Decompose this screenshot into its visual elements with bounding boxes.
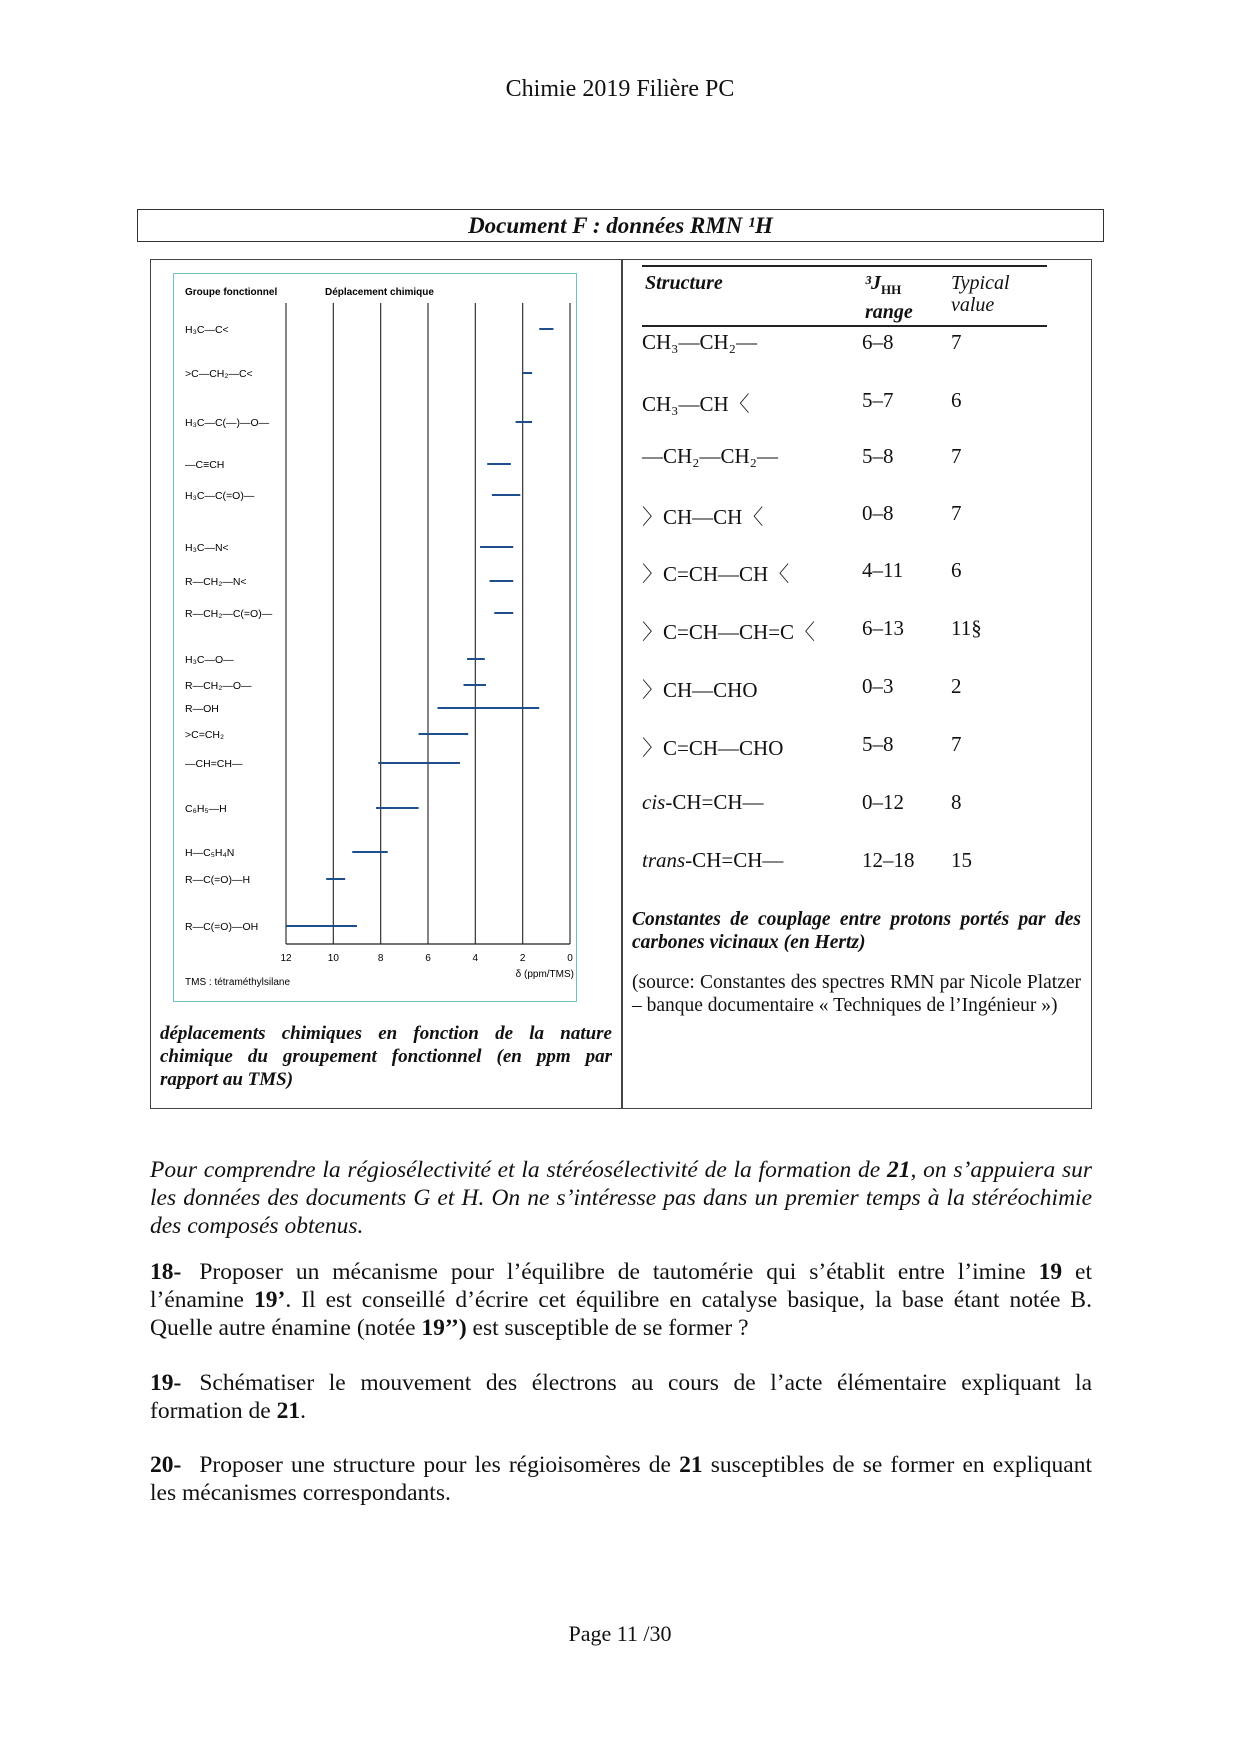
question-number: 20- (150, 1452, 182, 1478)
functional-group-label: R—CH₂—C(=O)— (185, 608, 273, 620)
typical-value-cell: 7 (951, 444, 962, 468)
structure-cell: 〉C=CH—CH=C〈 (642, 620, 816, 644)
intro-paragraph (150, 1156, 1092, 1240)
table-row (642, 616, 1062, 646)
tick-label: 8 (377, 953, 384, 964)
structure-cell: —CH₂—CH₂— (642, 444, 778, 468)
functional-group-label: R—CH₂—N< (185, 576, 247, 588)
page-number: Page 11 /30 (568, 1621, 672, 1646)
document-title: Document F : données RMN ¹H (137, 209, 1104, 242)
functional-group-label: H₃C—C(—)—O— (185, 417, 270, 429)
tick-label: 12 (280, 953, 292, 964)
functional-group-label: H₃C—C(=O)— (185, 490, 255, 502)
table-row (642, 848, 1062, 878)
range-cell: 5–7 (862, 388, 894, 412)
table-top-rule (642, 265, 1047, 267)
group-column-header: Groupe fonctionnel (185, 287, 278, 298)
functional-group-label: H—C₅H₄N (185, 847, 235, 859)
tms-note: TMS : tétraméthylsilane (185, 977, 291, 988)
typical-value-cell: 8 (951, 790, 962, 814)
question-number: 18- (150, 1259, 182, 1285)
stereo-prefix: cis (642, 790, 666, 814)
structure-cell: CH₃—CH〈 (642, 392, 750, 416)
range-cell: 6–8 (862, 330, 894, 354)
shift-column-header: Déplacement chimique (325, 287, 434, 298)
question-text: susceptibles de se former en expliquant les mécanismes correspondants. (150, 1452, 1092, 1506)
functional-group-label: >C=CH₂ (185, 729, 225, 741)
header-typical (951, 272, 1010, 316)
functional-group-label: H₃C—C< (185, 324, 229, 336)
question-text: Proposer un mécanisme pour l’équilibre de tautomérie qui s’établit entre l’imine (199, 1259, 1039, 1285)
question-18 (150, 1258, 1092, 1342)
question-text: . Il est conseillé d’écrire cet équilibre en catalyse basique, la base étant notée B. Quelle autre énamine (notée (150, 1287, 1092, 1341)
x-axis-label: δ (ppm/TMS) (515, 969, 574, 980)
table-row (642, 388, 1062, 418)
page-header: Chimie 2019 Filière PC (505, 76, 735, 102)
intro-text: Pour comprendre la régiosélectivité et la stéréosélectivité de la formation de (150, 1157, 887, 1183)
functional-group-label: R—CH₂—O— (185, 680, 252, 692)
tick-label: 6 (425, 953, 431, 964)
question-number: 19- (150, 1370, 182, 1396)
typical-value-cell: 7 (951, 501, 962, 525)
range-cell: 4–11 (862, 558, 904, 582)
table-row (642, 790, 1062, 820)
functional-group-label: H₃C—N< (185, 542, 229, 554)
compound-number: 19 (1038, 1259, 1063, 1285)
tick-label: 2 (519, 953, 526, 964)
intro-compound: 21 (886, 1157, 911, 1183)
range-cell: 0–12 (862, 790, 904, 814)
stereo-prefix: trans (642, 848, 686, 872)
table-row (642, 444, 1062, 474)
compound-number: 21 (679, 1452, 703, 1478)
structure-cell: 〉CH—CH〈 (642, 505, 764, 529)
tick-label: 0 (567, 953, 573, 964)
typical-value-cell: 2 (951, 674, 962, 698)
question-20 (150, 1451, 1092, 1507)
typical-value-cell: 7 (951, 330, 962, 354)
header-typical-bottom: value (951, 294, 995, 316)
structure-cell: CH₃—CH₂— (642, 330, 757, 354)
table-header-rule (642, 325, 1047, 327)
typical-value-cell: 6 (951, 388, 962, 412)
range-cell: 5–8 (862, 732, 894, 756)
range-cell: 0–8 (862, 501, 894, 525)
compound-number: 19’’) (421, 1315, 467, 1341)
functional-group-label: —C≡CH (185, 459, 225, 471)
structure-cell: 〉C=CH—CHO (642, 736, 784, 760)
typical-value-cell: 15 (951, 848, 972, 872)
table-row (642, 558, 1062, 588)
column-divider (621, 259, 623, 1109)
typical-value-cell: 7 (951, 732, 962, 756)
functional-group-label: R—C(=O)—H (185, 874, 251, 886)
header-structure: Structure (645, 272, 723, 294)
functional-group-label: R—C(=O)—OH (185, 921, 259, 933)
intro-text-end: , on s’appuiera sur les données des documents G et H. On ne s’intéresse pas dans un premier temps à la stéréochimie des composés obtenus. (150, 1157, 1092, 1239)
typical-value-cell: 6 (951, 558, 962, 582)
question-text: Proposer une structure pour les régioisomères de (199, 1452, 680, 1478)
question-text: est susceptible de se former ? (466, 1315, 749, 1341)
functional-group-label: H₃C—O— (185, 654, 234, 666)
compound-number: 19’ (254, 1287, 286, 1313)
range-cell: 6–13 (862, 616, 904, 640)
functional-group-label: R—OH (185, 703, 219, 715)
tick-label: 10 (327, 953, 339, 964)
header-range-label: range (865, 301, 913, 323)
typical-value-cell: 11§ (951, 616, 982, 640)
structure-cell: cis-CH=CH— (642, 790, 764, 814)
structure-cell: trans-CH=CH— (642, 848, 784, 872)
range-cell: 0–3 (862, 674, 894, 698)
structure-cell: 〉C=CH—CH〈 (642, 562, 790, 586)
table-row (642, 501, 1062, 531)
table-caption: Constantes de couplage entre protons portés par des carbones vicinaux (en Hertz) (632, 909, 1081, 953)
question-text: et l’énamine (150, 1259, 1092, 1313)
header-range-j: ³J (865, 272, 881, 294)
nmr-shift-chart (173, 273, 577, 1002)
table-row (642, 732, 1062, 762)
functional-group-label: C₆H₅—H (185, 803, 227, 815)
functional-group-label: —CH=CH— (185, 758, 243, 770)
header-typical-top: Typical (951, 272, 1010, 294)
table-row (642, 330, 1062, 360)
functional-group-label: >C—CH₂—C< (185, 368, 253, 380)
range-cell: 5–8 (862, 444, 894, 468)
header-range (865, 272, 913, 323)
question-text: . (300, 1398, 306, 1424)
table-source: (source: Constantes des spectres RMN par Nicole Platzer – banque documentaire « Techniques de l’Ingénieur ») (632, 972, 1081, 1016)
question-text: Schématiser le mouvement des électrons au cours de l’acte élémentaire expliquant la formation de (150, 1370, 1092, 1424)
range-cell: 12–18 (862, 848, 915, 872)
chart-caption: déplacements chimiques en fonction de la nature chimique du groupement fonctionnel (en ppm par rapport au TMS) (160, 1023, 612, 1090)
compound-number: 21 (276, 1398, 301, 1424)
tick-label: 4 (472, 953, 479, 964)
table-row (642, 674, 1062, 704)
question-19 (150, 1369, 1092, 1425)
structure-cell: 〉CH—CHO (642, 678, 758, 702)
header-range-sub: HH (881, 282, 902, 297)
